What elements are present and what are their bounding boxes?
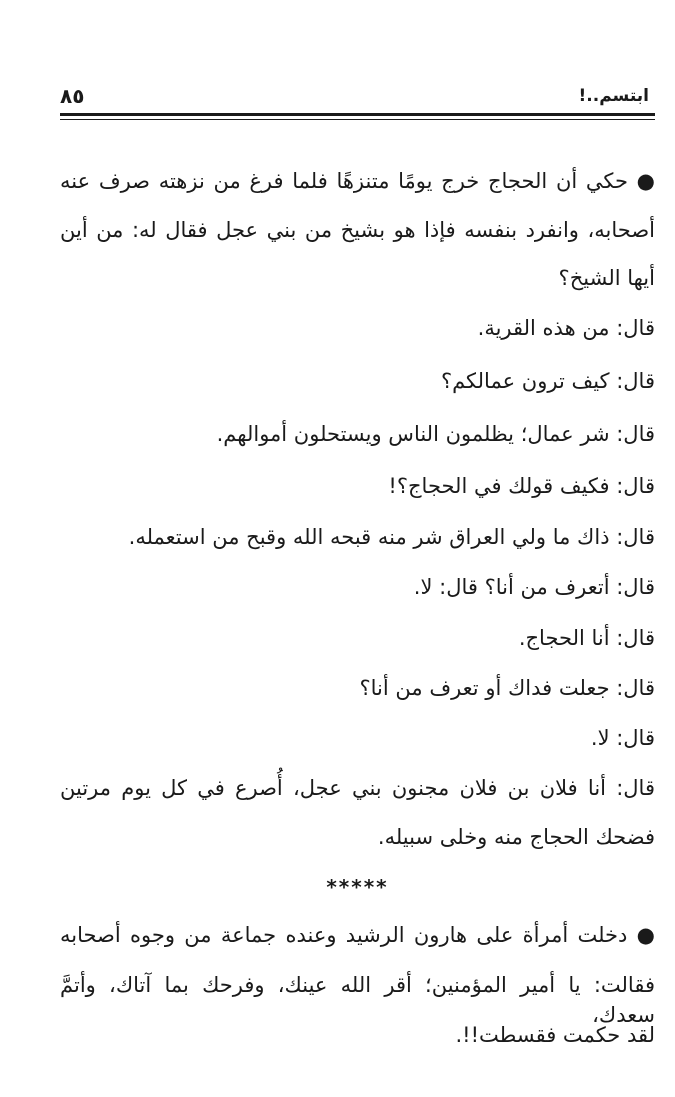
story2-line: فقالت: يا أمير المؤمنين؛ أقر الله عينك، وفرحك بما آتاك، وأتمَّ سعدك، [60,973,655,1027]
story1-line: قال: فكيف قولك في الحجاج؟! [388,474,655,498]
story1-line: قال: أنا فلان بن فلان مجنون بني عجل، أُصرع في كل يوم مرتين [60,776,655,800]
story1-line: قال: لا. [590,726,655,750]
story1-line: قال: أنا الحجاج. [518,626,655,650]
story1-line: قال: كيف ترون عمالكم؟ [440,369,655,393]
section-divider: ***** [326,875,389,899]
running-title: ابتسم..! [578,86,649,106]
page-number: ٨٥ [60,84,85,108]
header-rule-thick [60,113,655,116]
story2-line: ● دخلت أمرأة على هارون الرشيد وعنده جماعة من وجوه أصحابه [60,923,655,947]
page-header [60,82,655,112]
story1-line: قال: شر عمال؛ يظلمون الناس ويستحلون أموالهم. [216,422,655,446]
header-rule-thin [60,119,655,120]
story2-line: لقد حكمت فقسطت!!. [455,1023,655,1047]
story1-line: قال: أتعرف من أنا؟ قال: لا. [413,575,655,599]
story1-line: أصحابه، وانفرد بنفسه فإذا هو بشيخ من بني عجل فقال له: من أين [60,218,655,242]
story1-line: قال: جعلت فداك أو تعرف من أنا؟ [359,676,655,700]
story1-line: ● حكي أن الحجاج خرج يومًا متنزهًا فلما فرغ من نزهته صرف عنه [60,169,655,193]
story1-line: أيها الشيخ؟ [558,266,655,290]
story1-line: قال: ذاك ما ولي العراق شر منه قبحه الله وقبح من استعمله. [128,525,655,549]
story1-line: قال: من هذه القرية. [477,316,655,340]
story1-line: فضحك الحجاج منه وخلى سبيله. [377,825,655,849]
